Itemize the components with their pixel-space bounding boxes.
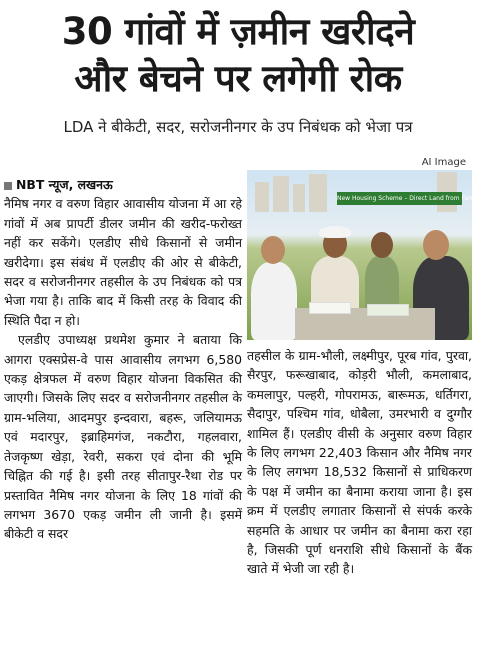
article-photo	[247, 170, 486, 340]
housing-scheme-sign: New Housing Scheme – Direct Land from Farmers	[337, 192, 462, 205]
building	[293, 184, 305, 212]
subheadline: LDA ने बीकेटी, सदर, सरोजनीनगर के उप निबंधक को भेजा पत्र	[63, 118, 413, 136]
article-right-column	[247, 346, 472, 579]
building	[273, 176, 289, 212]
paragraph: एलडीए उपाध्यक्ष प्रथमेश कुमार ने बताया कि आगरा एक्सप्रेस-वे पास आवासीय लगभग 6,580 एकड़ क्षेत्रफल में वरुण विहार योजना विकसित की जाएगी। जिसके लिए सदर व सरोजनीनगर तहसील के ग्राम-भलिया, आदमपुर इन्दवारा, बहरू, जलियामऊ एवं मदारपुर, इब्राहिमगंज, नकटौरा, गहलवारा, तेजकृष्ण खेड़ा, रेवरी, सकरा एवं दोना की भूमि चिह्नित की गई है। इसी तरह सीतापुर-रैथा रोड पर प्रस्तावित नैमिष नगर योजना के लिए 18 गांवों की लगभग 3670 एकड़ जमीन ली जानी है। इसमें बीकेटी व सदर	[4, 332, 242, 542]
building	[255, 182, 269, 212]
ai-image-label: AI Image	[421, 157, 466, 168]
headline-line-1: 30 गांवों में ज़मीन खरीदने	[61, 10, 415, 53]
person-head	[423, 230, 449, 260]
document-paper	[367, 304, 409, 316]
person-officer-left	[251, 262, 297, 340]
headline-line-2: और बेचने पर लगेगी रोक	[74, 57, 402, 100]
headline	[0, 8, 476, 102]
building	[309, 174, 327, 212]
square-bullet-icon	[4, 182, 12, 190]
turban	[319, 226, 351, 238]
byline: NBT न्यूज, लखनऊ	[16, 177, 113, 192]
document-paper	[309, 302, 351, 314]
person-head	[371, 232, 393, 258]
article-left-column	[4, 175, 242, 544]
person-head	[261, 236, 285, 264]
paragraph: तहसील के ग्राम-भौली, लक्ष्मीपुर, पूरब गांव, पुरवा, सैरपुर, फरूखाबाद, कोड़री भौली, कमलाबाद, कमलापुर, पल्हरी, गोपरामऊ, बारूमऊ, धर्तिगरा, सैदापुर, पश्चिम गांव, धोबैला, उमरभारी व दुग्गौर शामिल हैं। एलडीए वीसी के अनुसार वरुण विहार के लिए लगभग 22,403 किसान और नैमिष नगर के लिए लगभग 18,532 किसानों से प्राधिकरण के पक्ष में जमीन का बैनामा कराया जाना है। इस क्रम में एलडीए लगातार किसानों से संपर्क करके सहमति के आधार पर जमीन का बैनामा करा रहा है, जिसकी पूर्ण धनराशि सीधे किसानों के बैंक खाते में भेजी जा रही है।	[247, 348, 472, 577]
paragraph: नैमिष नगर व वरुण विहार आवासीय योजना में आ रहे गांवों में अब प्रापर्टी डीलर जमीन की खरीद-फरोख्त नहीं कर सकेंगे। एलडीए सीधे किसानों से जमीन खरीदेगा। इस संबंध में एलडीए की ओर से बीकेटी, सदर व सरोजनीनगर तहसील के उप निबंधक को पत्र भेजा गया है। ताकि बाद में किसी तरह के विवाद की स्थिति पैदा न हो।	[4, 196, 242, 328]
